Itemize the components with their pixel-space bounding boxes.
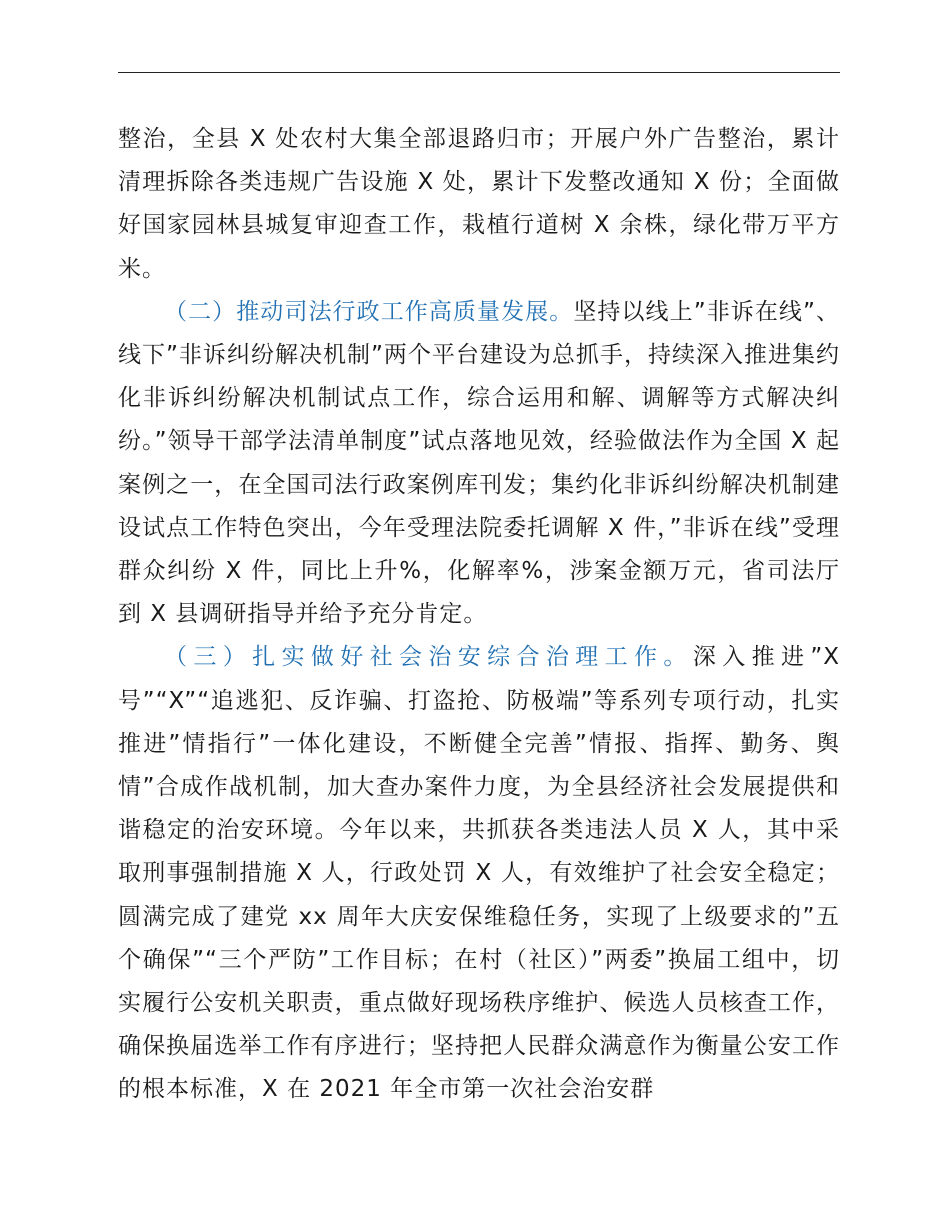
section-heading-3: （三）扎实做好社会治安综合治理工作。 xyxy=(164,644,693,671)
document-body xyxy=(118,118,840,1112)
paragraph-public-security xyxy=(118,636,840,1111)
paragraph-text: 坚持以线上”非诉在线”、线下”非诉纠纷解决机制”两个平台建设为总抓手，持续深入推进集约化非诉纠纷解决机制试点工作，综合运用和解、调解等方式解决纠纷。”领导干部学法清单制度”试点落地见效，经验做法作为全国 X 起案例之一，在全国司法行政案例库刊发；集约化非诉纠纷解决机制建设试点工作特色突出，今年受理法院委托调解 X 件，”非诉在线”受理群众纠纷 X 件，同比上升%，化解率%，涉案金额万元，省司法厅到 X 县调研指导并给予充分肯定。 xyxy=(118,298,840,628)
paragraph-text: 整治，全县 X 处农村大集全部退路归市；开展户外广告整治，累计清理拆除各类违规广告设施 X 处，累计下发整改通知 X 份；全面做好国家园林县城复审迎查工作，栽植行道树 X 余株，绿化带万平方米。 xyxy=(118,126,840,282)
paragraph-text: 深入推进”X 号”“X”“追逃犯、反诈骗、打盗抢、防极端”等系列专项行动，扎实推进”情指行”一体化建设，不断健全完善”情报、指挥、勤务、舆情”合成作战机制，加大查办案件力度，为全县经济社会发展提供和谐稳定的治安环境。今年以来，共抓获各类违法人员 X 人，其中采取刑事强制措施 X 人，行政处罚 X 人，有效维护了社会安全稳定；圆满完成了建党 xx 周年大庆安保维稳任务，实现了上级要求的”五个确保”“三个严防”工作目标；在村（社区）”两委”换届工组中，切实履行公安机关职责，重点做好现场秩序维护、候选人员核查工作，确保换届选举工作有序进行；坚持把人民群众满意作为衡量公安工作的根本标准，X 在 2021 年全市第一次社会治安群 xyxy=(118,644,841,1103)
paragraph-continuation xyxy=(118,118,840,291)
paragraph-judicial-administration xyxy=(118,291,840,637)
header-rule xyxy=(118,72,840,73)
section-heading-2: （二）推动司法行政工作高质量发展。 xyxy=(164,298,574,325)
